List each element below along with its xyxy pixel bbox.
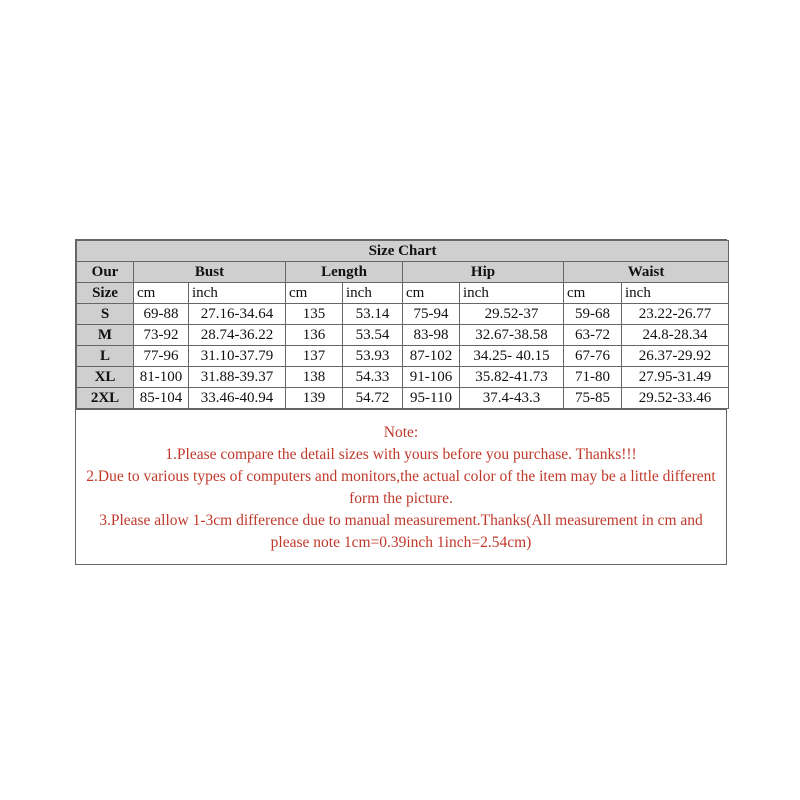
unit-header: cm: [403, 283, 460, 304]
table-cell: 75-94: [403, 304, 460, 325]
table-cell: 53.54: [343, 325, 403, 346]
table-cell: 54.72: [343, 388, 403, 409]
note-line: 3.Please allow 1-3cm difference due to manual measurement.Thanks(All measurement in cm and please note 1cm=0.39inch 1inch=2.54cm): [99, 512, 703, 551]
table-cell: 27.16-34.64: [189, 304, 286, 325]
table-cell: 137: [286, 346, 343, 367]
table-cell: 83-98: [403, 325, 460, 346]
table-cell: 33.46-40.94: [189, 388, 286, 409]
size-label: S: [77, 304, 134, 325]
table-cell: 73-92: [134, 325, 189, 346]
table-cell: 37.4-43.3: [460, 388, 564, 409]
table-cell: 85-104: [134, 388, 189, 409]
table-cell: 26.37-29.92: [622, 346, 729, 367]
table-cell: 59-68: [564, 304, 622, 325]
unit-header: inch: [622, 283, 729, 304]
table-cell: 24.8-28.34: [622, 325, 729, 346]
table-cell: 27.95-31.49: [622, 367, 729, 388]
size-header-bottom: Size: [77, 283, 134, 304]
table-cell: 138: [286, 367, 343, 388]
table-cell: 54.33: [343, 367, 403, 388]
table-cell: 29.52-33.46: [622, 388, 729, 409]
group-header-hip: Hip: [403, 262, 564, 283]
table-cell: 34.25- 40.15: [460, 346, 564, 367]
table-cell: 32.67-38.58: [460, 325, 564, 346]
size-label: L: [77, 346, 134, 367]
notes-heading: Note:: [383, 424, 419, 441]
unit-header: cm: [286, 283, 343, 304]
table-cell: 81-100: [134, 367, 189, 388]
table-cell: 63-72: [564, 325, 622, 346]
group-header-length: Length: [286, 262, 403, 283]
size-chart-table: [76, 240, 729, 409]
group-header-bust: Bust: [134, 262, 286, 283]
size-header-top: Our: [77, 262, 134, 283]
table-cell: 71-80: [564, 367, 622, 388]
table-cell: 91-106: [403, 367, 460, 388]
table-row: [77, 346, 729, 367]
table-cell: 29.52-37: [460, 304, 564, 325]
table-cell: 53.14: [343, 304, 403, 325]
table-row: [77, 304, 729, 325]
table-cell: 95-110: [403, 388, 460, 409]
table-cell: 87-102: [403, 346, 460, 367]
unit-header-row: [77, 283, 729, 304]
table-row: [77, 325, 729, 346]
table-row: [77, 367, 729, 388]
size-label: XL: [77, 367, 134, 388]
unit-header: inch: [189, 283, 286, 304]
unit-header: inch: [460, 283, 564, 304]
note-line: 2.Due to various types of computers and monitors,the actual color of the item may be a little different form the picture.: [86, 468, 716, 507]
table-row: [77, 388, 729, 409]
table-cell: 23.22-26.77: [622, 304, 729, 325]
size-label: 2XL: [77, 388, 134, 409]
group-header-waist: Waist: [564, 262, 729, 283]
table-cell: 31.10-37.79: [189, 346, 286, 367]
table-cell: 75-85: [564, 388, 622, 409]
unit-header: cm: [564, 283, 622, 304]
table-cell: 136: [286, 325, 343, 346]
table-cell: 69-88: [134, 304, 189, 325]
table-cell: 31.88-39.37: [189, 367, 286, 388]
chart-title: Size Chart: [77, 241, 729, 262]
title-row: [77, 241, 729, 262]
table-cell: 28.74-36.22: [189, 325, 286, 346]
unit-header: inch: [343, 283, 403, 304]
table-cell: 77-96: [134, 346, 189, 367]
group-header-row: [77, 262, 729, 283]
notes-section: [76, 409, 726, 564]
table-cell: 139: [286, 388, 343, 409]
table-cell: 35.82-41.73: [460, 367, 564, 388]
unit-header: cm: [134, 283, 189, 304]
note-line: 1.Please compare the detail sizes with yours before you purchase. Thanks!!!: [165, 446, 637, 463]
table-cell: 135: [286, 304, 343, 325]
size-chart: [75, 239, 727, 565]
table-cell: 53.93: [343, 346, 403, 367]
table-cell: 67-76: [564, 346, 622, 367]
size-label: M: [77, 325, 134, 346]
